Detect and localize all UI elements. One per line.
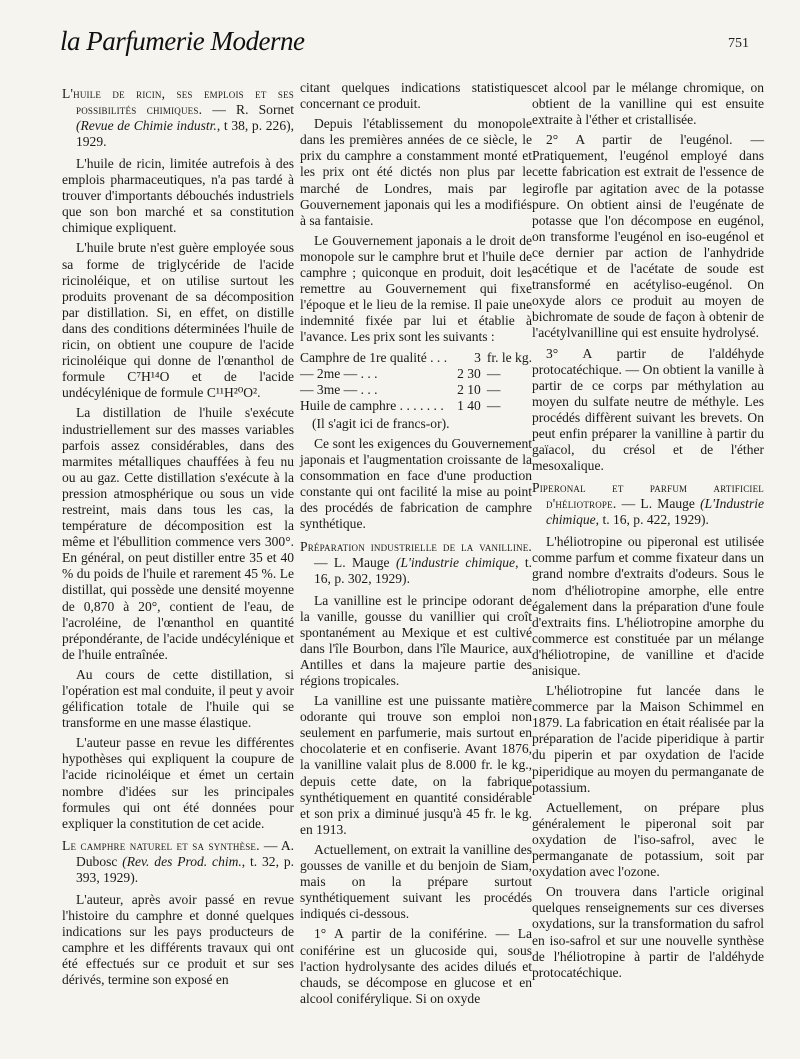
section-heading-piperonal <box>532 480 764 528</box>
price-row <box>300 350 532 366</box>
paragraph: La vanilline est le principe odorant de la vanille, gousse du vanillier qui croît spontanément au Mexique et est cultivé dans l'île Bourbon, dans l'île Maurice, aux Antilles et dans la majeure partie des régions tropicales. <box>300 592 532 688</box>
section-reference: , t. 32, p. 393, 1929). <box>76 853 294 885</box>
price-value: 2 10 <box>457 381 481 397</box>
section-reference: , t. 16, p. 302, 1929). <box>314 554 532 586</box>
price-value: 3 <box>474 349 481 365</box>
price-unit: — <box>486 381 501 397</box>
section-reference: , t 38, p. 226), 1929. <box>76 118 294 149</box>
column-3 <box>532 80 764 985</box>
paragraph: 2° A partir de l'eugénol. — Pratiquement, l'eugénol employé dans cette fabrication est extrait de l'essence de girofle par agitation avec de la potasse pure. On obtient ainsi de l'eugénate de potasse que l'on décompose en eugénol, on transforme l'eugénol en iso-eugénol et ce dernier par action de l'anhydride acétique et de l'acétate de soude est transformé en acétyliso-eugénol. On oxyde alors ce produit au moyen de bichromate de soude de façon à obtenir de l'acétylvanilline qui est ensuite hydrolysé. <box>532 132 764 341</box>
section-source: (Rev. des Prod. chim. <box>122 853 242 869</box>
paragraph: 1° A partir de la coniférine. — La coniférine est un glucoside qui, sous l'action hydrolysante des acides dilués et chauds, se décompose en glucose et en alcool coniférylique. Si on oxyde <box>300 926 532 1006</box>
price-unit: fr. le kg. <box>486 349 532 365</box>
column-2 <box>300 80 532 1011</box>
paragraph: L'héliotropine ou piperonal est utilisée comme parfum et comme fixateur dans un grand nombre d'extraits d'odeurs. Sous le nom d'héliotropine amorphe, elle entre également dans la préparation d'une foule d'extraits fins. L'héliotropine amorphe du commerce est constituée par un mélange d'héliotropine, de vanilline et d'acide anisique. <box>532 534 764 678</box>
section-author: — R. Sornet <box>202 102 295 117</box>
section-author: — A. Dubosc <box>76 837 294 869</box>
price-row <box>300 366 532 382</box>
price-note: (Il s'agit ici de francs-or). <box>312 415 450 431</box>
price-value: 1 40 <box>457 397 481 413</box>
paragraph: L'auteur passe en revue les différentes hypothèses qui expliquent la coupure de l'acide ricinoléique et émet un certain nombre d'idées sur les principales formules qui ont été données pour expliquer la constitution de cet acide. <box>62 735 294 831</box>
price-label: Camphre de 1re qualité . . . <box>300 349 448 365</box>
paragraph: Le Gouvernement japonais a le droit de monopole sur le camphre brut et l'huile de camphre ; quiconque en produit, doit les remettre au Gouvernement qui fixe l'époque et le lieu de la remise. Il paie une indemnité fixée par lui et établie à l'avance. Les prix sont les suivants : <box>300 232 532 345</box>
section-title: Le camphre naturel et sa synthèse. <box>62 837 260 853</box>
price-row <box>300 398 532 414</box>
masthead: la Parfumerie Moderne <box>60 26 305 56</box>
paragraph: Actuellement, on prépare plus généralement le piperonal soit par oxydation de l'iso-safrol, avec le permanganate de potassium, soit par oxydation avec l'ozone. <box>532 799 764 880</box>
section-heading-ricin <box>62 86 294 150</box>
section-source: (Revue de Chimie industr. <box>76 118 217 133</box>
paragraph: L'huile brute n'est guère employée sous sa forme de triglycéride de l'acide ricinoléique, et on utilise surtout les produits provenant de sa décomposition par distillation. Si, en effet, on distille dans des conditions déterminées l'huile de ricin, on obtient une coupure de l'acide ricinoléique qui donne de l'œnanthol de formule C⁷H¹⁴O et de l'acide undécylénique de formule C¹¹H²⁰O². <box>62 240 294 401</box>
section-heading-vanilline <box>300 539 532 587</box>
paragraph: Actuellement, on extrait la vanilline des gousses de vanille et du benjoin de Siam, mais on la prépare surtout synthétiquement suivant les procédés indiqués ci-dessous. <box>300 841 532 922</box>
price-label: Huile de camphre . . . . . . . <box>300 397 444 413</box>
paragraph: L'huile de ricin, limitée autrefois à des emplois pharmaceutiques, n'a pas tardé à trouver d'importants débouchés industriels que son bon marché et sa constitution chimique expliquent. <box>62 156 294 236</box>
paragraph: cet alcool par le mélange chromique, on obtient de la vanilline qui est ensuite extraite à l'éther et cristallisée. <box>532 80 764 128</box>
price-value: 2 30 <box>457 365 481 381</box>
price-row <box>300 382 532 398</box>
paragraph: citant quelques indications statistiques concernant ce produit. <box>300 80 532 112</box>
paragraph: Ce sont les exigences du Gouvernement japonais et l'augmentation croissante de la consommation en face d'une production constante qui ont facilité la mise au point des procédés de fabrication de camphre synthétique. <box>300 435 532 532</box>
price-unit: — <box>486 365 501 381</box>
section-source: (L'Industrie chimique <box>546 496 764 528</box>
page-number: 751 <box>728 36 749 51</box>
column-1 <box>62 80 294 992</box>
section-title: L'huile de ricin, ses emplois et ses possibilités chimiques. <box>62 86 294 117</box>
paragraph: Depuis l'établissement du monopole dans les premières années de ce siècle, le prix du camphre a constamment monté et les prix ont été dictés non plus par le marché de Londres, mais par le Gouvernement japonais qui les a modifiés à sa fantaisie. <box>300 116 532 228</box>
paragraph: L'héliotropine fut lancée dans le commerce par la Maison Schimmel en 1879. La fabrication en était réalisée par la préparation de l'acide piperidique à partir du piperin et par oxydation de l'acide piperidique au moyen du permanganate de potassium. <box>532 683 764 795</box>
section-reference: , t. 16, p. 422, 1929). <box>595 512 709 528</box>
price-table <box>300 350 532 414</box>
paragraph: Au cours de cette distillation, si l'opération est mal conduite, il peut y avoir gélification totale de l'huile qui se transforme en une masse élastique. <box>62 666 294 731</box>
paragraph: La distillation de l'huile s'exécute industriellement sur des masses variables parfois assez considérables, dans des marmites métalliques chauffées à feu nu ou au gaz. Cette distillation s'exécute à la pression atmosphérique ou sous un vide restreint, mais dans tous les cas, la température de décomposition est la même et l'ébullition commence vers 300°. En général, on peut distiller entre 35 et 40 % du poids de l'huile et rarement 45 %. Le distillat, qui possède une densité moyenne de 0,870 à 20°, contient de l'eau, de l'acroléine, de l'œnanthol en quantité prépondérante, de l'acide undécylénique et de l'huile entraînée. <box>62 405 294 662</box>
section-author: — L. Mauge <box>314 554 396 570</box>
section-title: Piperonal et parfum artificiel d'héliotrope. <box>532 480 764 512</box>
paragraph: La vanilline est une puissante matière odorante qui trouve son emploi non seulement en parfumerie, mais surtout en chocolaterie et en confiserie. Avant 1876, la vanilline valait plus de 8.000 fr. le kg., depuis cette date, on la fabrique synthétiquement en quantité considérable et son prix a diminué jusqu'à 45 fr. le kg. en 1913. <box>300 693 532 837</box>
section-title: Préparation industrielle de la vanilline. <box>300 538 532 554</box>
section-source: (L'industrie chimique <box>395 554 516 570</box>
price-label: — 3me — . . . <box>300 381 378 397</box>
section-author: — L. Mauge <box>616 496 701 512</box>
section-heading-camphre <box>62 838 294 886</box>
paragraph: L'auteur, après avoir passé en revue l'histoire du camphre et donné quelques indications sur les pays producteurs de camphre et les différents travaux qui ont été effectués sur ce produit et sur ses dérivés, termine son exposé en <box>62 891 294 988</box>
paragraph: On trouvera dans l'article original quelques renseignements sur ces diverses oxydations, sur la transformation du safrol en iso-safrol et sur une nouvelle synthèse de l'héliotropine à partir de l'aldéhyde protocatéchique. <box>532 884 764 980</box>
price-label: — 2me — . . . <box>300 365 378 381</box>
paragraph: 3° A partir de l'aldéhyde protocatéchique. — On obtient la vanille à partir de ce corps par méthylation au moyen du sulfate neutre de méthyle. Les procédés diffèrent suivant les brevets. On peut enfin préparer la vanilline à partir du gaïacol, du crésol et de l'éther mesoxalique. <box>532 345 764 474</box>
price-unit: — <box>486 397 501 413</box>
